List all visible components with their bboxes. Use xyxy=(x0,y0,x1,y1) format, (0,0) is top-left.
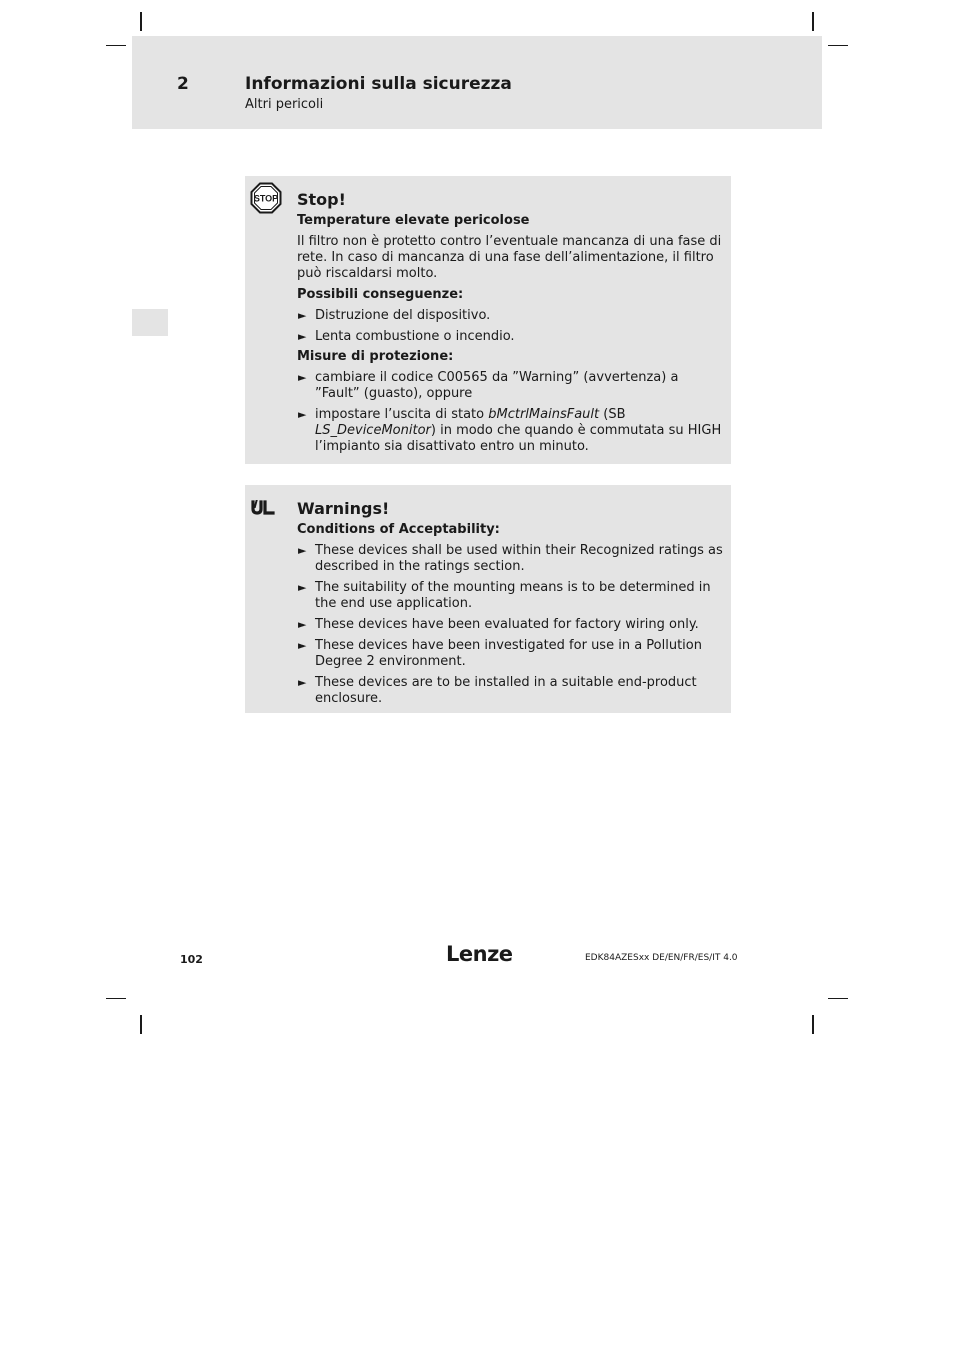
bullet-arrow-icon: ► xyxy=(298,544,307,557)
chapter-title: Informazioni sulla sicurezza xyxy=(245,74,512,94)
list-item xyxy=(297,638,723,670)
list-item xyxy=(297,329,723,345)
bullet-arrow-icon: ► xyxy=(298,618,307,631)
section-title: Altri pericoli xyxy=(245,97,324,112)
list-item-text: Lenta combustione o incendio. xyxy=(315,329,515,344)
list-item-text: These devices are to be installed in a suitable end-product enclosure. xyxy=(315,675,697,706)
crop-mark xyxy=(140,1015,142,1034)
ul-warnings-box xyxy=(245,485,731,713)
document-id: EDK84AZESxx DE/EN/FR/ES/IT 4.0 xyxy=(585,953,738,963)
bullet-arrow-icon: ► xyxy=(298,408,307,421)
stop-sign-icon xyxy=(250,182,282,218)
bullet-arrow-icon: ► xyxy=(298,676,307,689)
bullet-arrow-icon: ► xyxy=(298,639,307,652)
measures-heading: Misure di protezione: xyxy=(297,349,454,364)
ul-warnings-content xyxy=(297,499,723,712)
list-item-text: impostare l’uscita di stato bMctrlMainsFault (SB LS_DeviceMonitor) in modo che quando è commutata su HIGH l’impianto sia disattivato entro un minuto. xyxy=(315,407,722,454)
crop-mark xyxy=(106,45,126,46)
list-item xyxy=(297,617,723,633)
bullet-arrow-icon: ► xyxy=(298,371,307,384)
stop-sign-text: STOP xyxy=(253,193,279,204)
list-item xyxy=(297,543,723,575)
warnings-title: Warnings! xyxy=(297,499,390,518)
hazard-heading: Temperature elevate pericolose xyxy=(297,213,530,228)
function-block-name: LS_DeviceMonitor xyxy=(315,423,431,438)
signal-name: bMctrlMainsFault xyxy=(488,407,600,422)
stop-title: Stop! xyxy=(297,190,346,209)
crop-mark xyxy=(828,45,848,46)
bullet-arrow-icon: ► xyxy=(298,309,307,322)
list-item-text: These devices have been evaluated for factory wiring only. xyxy=(315,617,699,632)
conditions-heading: Conditions of Acceptability: xyxy=(297,522,500,537)
list-item xyxy=(297,370,723,402)
measures-list xyxy=(297,370,723,455)
list-item xyxy=(297,407,723,455)
list-item-text: The suitability of the mounting means is to be determined in the end use application. xyxy=(315,580,711,611)
list-item xyxy=(297,675,723,707)
crop-mark xyxy=(812,12,814,31)
crop-mark xyxy=(828,998,848,999)
crop-mark xyxy=(140,12,142,31)
list-item-text: cambiare il codice C00565 da ”Warning” (avvertenza) a ”Fault” (guasto), oppure xyxy=(315,370,679,401)
consequences-list xyxy=(297,308,723,345)
ul-recognized-mark-icon xyxy=(250,499,276,521)
chapter-number: 2 xyxy=(177,74,189,94)
list-item xyxy=(297,308,723,324)
list-item-text: These devices have been investigated for use in a Pollution Degree 2 environment. xyxy=(315,638,702,669)
stop-notice-content xyxy=(297,190,723,460)
side-thumb-tab xyxy=(132,309,168,336)
conditions-list xyxy=(297,543,723,707)
bullet-arrow-icon: ► xyxy=(298,581,307,594)
bullet-arrow-icon: ► xyxy=(298,330,307,343)
crop-mark xyxy=(812,1015,814,1034)
stop-notice-box xyxy=(245,176,731,464)
crop-mark xyxy=(106,998,126,999)
hazard-description: Il filtro non è protetto contro l’eventuale mancanza di una fase di rete. In caso di mancanza di una fase dell’alimentazione, il filtro può riscaldarsi molto. xyxy=(297,234,722,281)
list-item-text: These devices shall be used within their Recognized ratings as described in the ratings section. xyxy=(315,543,723,574)
lenze-logo: Lenze xyxy=(446,942,513,966)
chapter-header xyxy=(132,36,822,129)
list-item xyxy=(297,580,723,612)
page-number: 102 xyxy=(180,953,203,966)
list-item-text: Distruzione del dispositivo. xyxy=(315,308,491,323)
consequences-heading: Possibili conseguenze: xyxy=(297,287,464,302)
